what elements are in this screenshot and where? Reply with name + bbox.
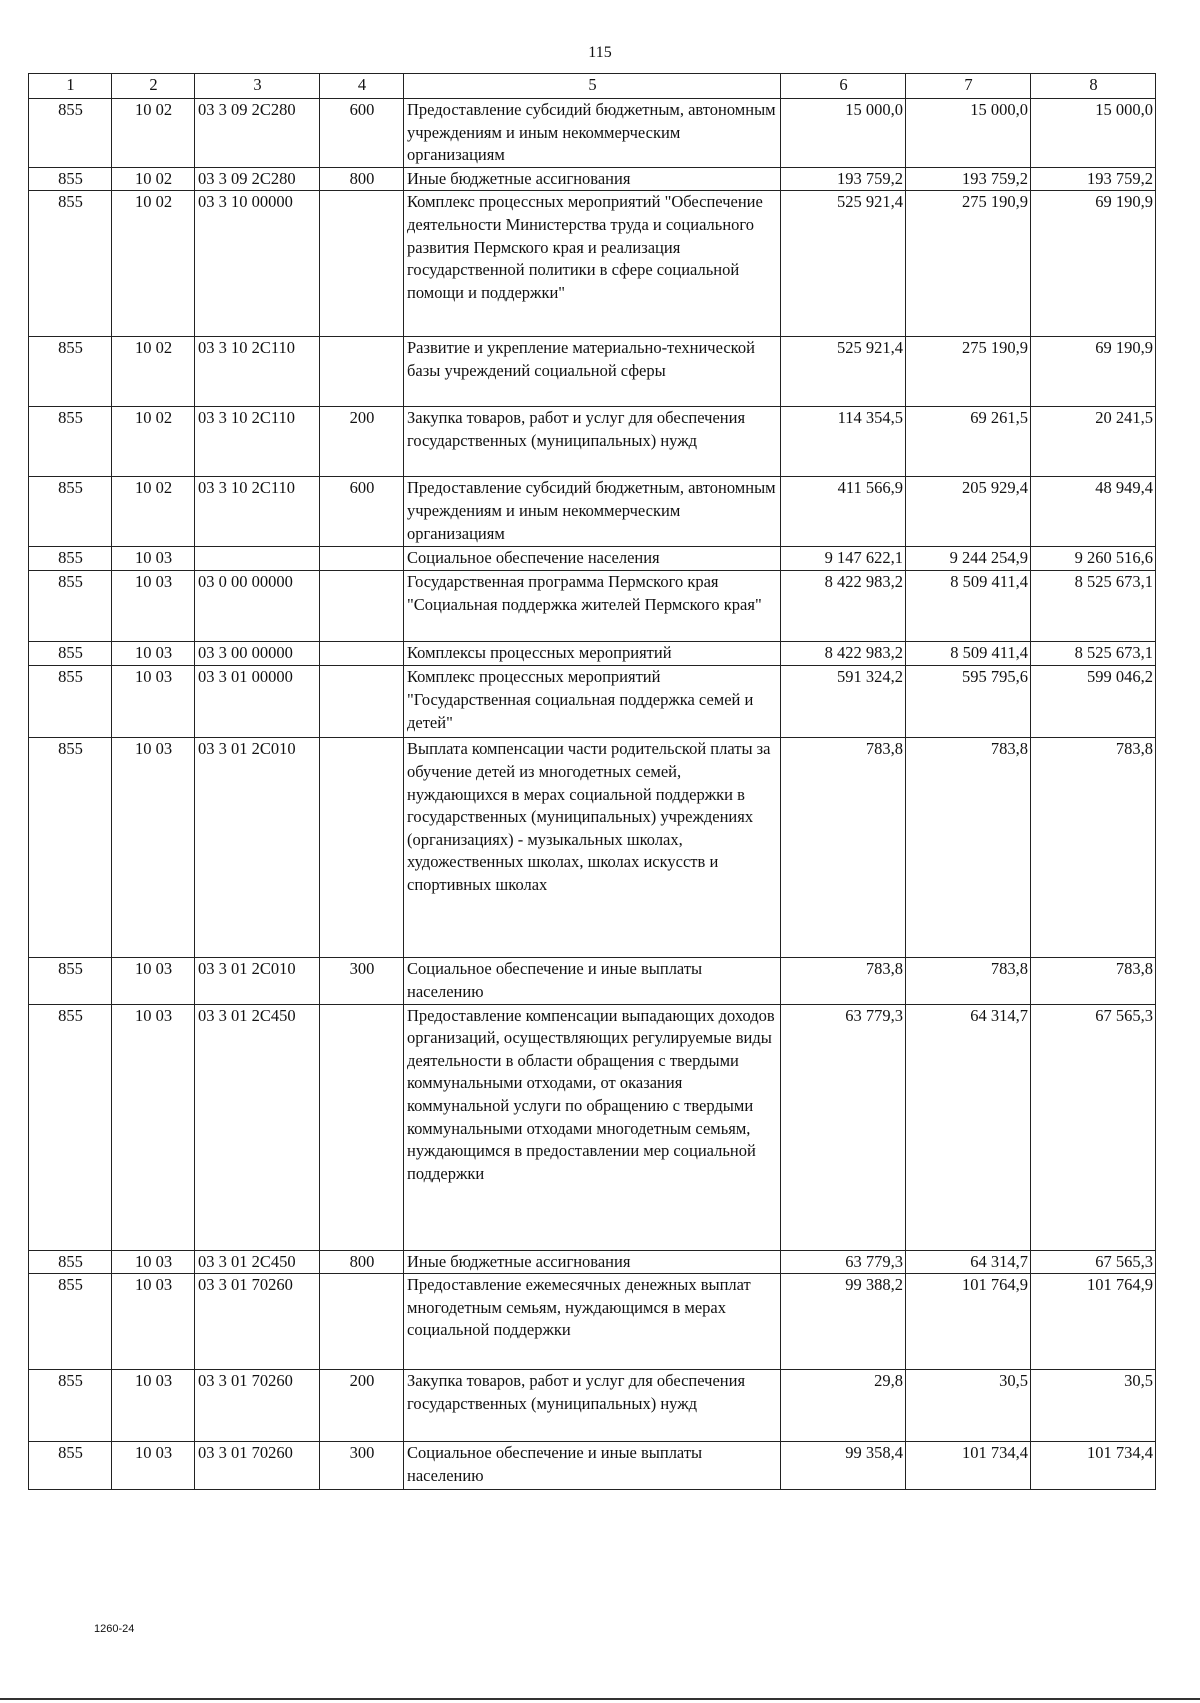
amount-cell: 591 324,2 — [781, 666, 906, 738]
ministry-code-cell: 855 — [29, 477, 112, 547]
amount-cell: 15 000,0 — [1031, 99, 1156, 168]
section-code-cell: 10 02 — [112, 337, 195, 407]
table-row — [29, 571, 1156, 642]
ministry-code-cell: 855 — [29, 642, 112, 666]
target-article-cell: 03 3 01 00000 — [195, 666, 320, 738]
amount-cell: 193 759,2 — [781, 167, 906, 191]
table-row — [29, 337, 1156, 407]
description-cell: Предоставление компенсации выпадающих доходов организаций, осуществляющих регулируемые виды деятельности в области обращения с твердыми коммунальными отходами, от оказания коммунальной услуги по обращению с твердыми коммунальными отходами многодетным семьям, нуждающимся в предоставлении мер социальной поддержки — [404, 1004, 781, 1250]
column-header: 7 — [906, 74, 1031, 99]
section-code-cell: 10 03 — [112, 571, 195, 642]
target-article-cell: 03 3 01 2С450 — [195, 1004, 320, 1250]
table-row — [29, 738, 1156, 958]
target-article-cell: 03 3 10 2С110 — [195, 407, 320, 477]
table-row — [29, 666, 1156, 738]
description-cell: Выплата компенсации части родительской платы за обучение детей из многодетных семей, нуждающихся в мерах социальной поддержки в государственных (муниципальных) учреждениях (организациях) - музыкальных школах, художественных школах, школах искусств и спортивных школах — [404, 738, 781, 958]
target-article-cell: 03 3 01 70260 — [195, 1442, 320, 1490]
amount-cell: 525 921,4 — [781, 191, 906, 337]
amount-cell: 205 929,4 — [906, 477, 1031, 547]
column-header: 6 — [781, 74, 906, 99]
section-code-cell: 10 02 — [112, 191, 195, 337]
ministry-code-cell: 855 — [29, 1004, 112, 1250]
target-article-cell: 03 0 00 00000 — [195, 571, 320, 642]
target-article-cell: 03 3 01 2С010 — [195, 958, 320, 1004]
ministry-code-cell: 855 — [29, 1442, 112, 1490]
amount-cell: 193 759,2 — [1031, 167, 1156, 191]
expense-type-cell: 200 — [320, 407, 404, 477]
amount-cell: 783,8 — [906, 738, 1031, 958]
page-number: 115 — [588, 44, 612, 61]
description-cell: Государственная программа Пермского края "Социальная поддержка жителей Пермского края" — [404, 571, 781, 642]
amount-cell: 783,8 — [781, 958, 906, 1004]
ministry-code-cell: 855 — [29, 1274, 112, 1370]
ministry-code-cell: 855 — [29, 958, 112, 1004]
column-header: 1 — [29, 74, 112, 99]
ministry-code-cell: 855 — [29, 1250, 112, 1274]
section-code-cell: 10 02 — [112, 167, 195, 191]
description-cell: Закупка товаров, работ и услуг для обеспечения государственных (муниципальных) нужд — [404, 407, 781, 477]
amount-cell: 783,8 — [906, 958, 1031, 1004]
amount-cell: 114 354,5 — [781, 407, 906, 477]
amount-cell: 275 190,9 — [906, 337, 1031, 407]
target-article-cell — [195, 547, 320, 571]
description-cell: Комплексы процессных мероприятий — [404, 642, 781, 666]
target-article-cell: 03 3 00 00000 — [195, 642, 320, 666]
amount-cell: 63 779,3 — [781, 1250, 906, 1274]
section-code-cell: 10 03 — [112, 1442, 195, 1490]
amount-cell: 525 921,4 — [781, 337, 906, 407]
expense-type-cell — [320, 547, 404, 571]
description-cell: Комплекс процессных мероприятий "Обеспечение деятельности Министерства труда и социального развития Пермского края и реализация государственной политики в сфере социальной помощи и поддержки" — [404, 191, 781, 337]
amount-cell: 69 190,9 — [1031, 337, 1156, 407]
amount-cell: 193 759,2 — [906, 167, 1031, 191]
amount-cell: 101 764,9 — [906, 1274, 1031, 1370]
amount-cell: 64 314,7 — [906, 1004, 1031, 1250]
amount-cell: 9 244 254,9 — [906, 547, 1031, 571]
ministry-code-cell: 855 — [29, 99, 112, 168]
amount-cell: 67 565,3 — [1031, 1004, 1156, 1250]
description-cell: Социальное обеспечение и иные выплаты населению — [404, 1442, 781, 1490]
ministry-code-cell: 855 — [29, 738, 112, 958]
amount-cell: 101 764,9 — [1031, 1274, 1156, 1370]
description-cell: Предоставление ежемесячных денежных выплат многодетным семьям, нуждающимся в мерах социальной поддержки — [404, 1274, 781, 1370]
amount-cell: 63 779,3 — [781, 1004, 906, 1250]
section-code-cell: 10 03 — [112, 1004, 195, 1250]
expense-type-cell — [320, 337, 404, 407]
table-row — [29, 191, 1156, 337]
amount-cell: 20 241,5 — [1031, 407, 1156, 477]
amount-cell: 99 388,2 — [781, 1274, 906, 1370]
table-row — [29, 477, 1156, 547]
expense-type-cell — [320, 571, 404, 642]
description-cell: Предоставление субсидий бюджетным, автономным учреждениям и иным некоммерческим организациям — [404, 99, 781, 168]
target-article-cell: 03 3 10 2С110 — [195, 477, 320, 547]
section-code-cell: 10 03 — [112, 666, 195, 738]
ministry-code-cell: 855 — [29, 191, 112, 337]
amount-cell: 101 734,4 — [906, 1442, 1031, 1490]
expense-type-cell — [320, 666, 404, 738]
description-cell: Предоставление субсидий бюджетным, автономным учреждениям и иным некоммерческим организациям — [404, 477, 781, 547]
amount-cell: 275 190,9 — [906, 191, 1031, 337]
section-code-cell: 10 03 — [112, 738, 195, 958]
table-row — [29, 167, 1156, 191]
amount-cell: 99 358,4 — [781, 1442, 906, 1490]
target-article-cell: 03 3 09 2С280 — [195, 99, 320, 168]
expense-type-cell — [320, 1004, 404, 1250]
target-article-cell: 03 3 10 2С110 — [195, 337, 320, 407]
expense-type-cell: 600 — [320, 99, 404, 168]
description-cell: Закупка товаров, работ и услуг для обеспечения государственных (муниципальных) нужд — [404, 1370, 781, 1442]
amount-cell: 8 509 411,4 — [906, 642, 1031, 666]
document-code: 1260-24 — [94, 1623, 135, 1635]
amount-cell: 8 509 411,4 — [906, 571, 1031, 642]
expense-type-cell: 300 — [320, 1442, 404, 1490]
column-header: 5 — [404, 74, 781, 99]
expense-type-cell — [320, 1274, 404, 1370]
target-article-cell: 03 3 10 00000 — [195, 191, 320, 337]
section-code-cell: 10 03 — [112, 1274, 195, 1370]
target-article-cell: 03 3 01 70260 — [195, 1370, 320, 1442]
amount-cell: 30,5 — [906, 1370, 1031, 1442]
ministry-code-cell: 855 — [29, 167, 112, 191]
amount-cell: 101 734,4 — [1031, 1442, 1156, 1490]
amount-cell: 783,8 — [781, 738, 906, 958]
target-article-cell: 03 3 01 2С010 — [195, 738, 320, 958]
description-cell: Иные бюджетные ассигнования — [404, 167, 781, 191]
amount-cell: 8 525 673,1 — [1031, 642, 1156, 666]
expense-type-cell: 600 — [320, 477, 404, 547]
target-article-cell: 03 3 01 2С450 — [195, 1250, 320, 1274]
table-row — [29, 958, 1156, 1004]
table-header-row — [29, 74, 1156, 99]
amount-cell: 29,8 — [781, 1370, 906, 1442]
table-row — [29, 1442, 1156, 1490]
amount-cell: 64 314,7 — [906, 1250, 1031, 1274]
amount-cell: 30,5 — [1031, 1370, 1156, 1442]
section-code-cell: 10 02 — [112, 407, 195, 477]
amount-cell: 67 565,3 — [1031, 1250, 1156, 1274]
section-code-cell: 10 03 — [112, 1370, 195, 1442]
scan-edge-line — [0, 1698, 1200, 1700]
table-row — [29, 99, 1156, 168]
column-header: 8 — [1031, 74, 1156, 99]
expense-type-cell — [320, 642, 404, 666]
table-row — [29, 1274, 1156, 1370]
table-row — [29, 407, 1156, 477]
ministry-code-cell: 855 — [29, 666, 112, 738]
ministry-code-cell: 855 — [29, 337, 112, 407]
expense-type-cell: 800 — [320, 167, 404, 191]
table-row — [29, 1370, 1156, 1442]
budget-table — [28, 73, 1156, 1490]
description-cell: Иные бюджетные ассигнования — [404, 1250, 781, 1274]
description-cell: Социальное обеспечение населения — [404, 547, 781, 571]
table-row — [29, 642, 1156, 666]
amount-cell: 48 949,4 — [1031, 477, 1156, 547]
amount-cell: 8 525 673,1 — [1031, 571, 1156, 642]
amount-cell: 8 422 983,2 — [781, 571, 906, 642]
expense-type-cell — [320, 738, 404, 958]
ministry-code-cell: 855 — [29, 571, 112, 642]
section-code-cell: 10 02 — [112, 477, 195, 547]
column-header: 2 — [112, 74, 195, 99]
description-cell: Развитие и укрепление материально-технической базы учреждений социальной сферы — [404, 337, 781, 407]
amount-cell: 595 795,6 — [906, 666, 1031, 738]
amount-cell: 8 422 983,2 — [781, 642, 906, 666]
section-code-cell: 10 03 — [112, 1250, 195, 1274]
column-header: 4 — [320, 74, 404, 99]
amount-cell: 69 190,9 — [1031, 191, 1156, 337]
amount-cell: 15 000,0 — [781, 99, 906, 168]
amount-cell: 9 147 622,1 — [781, 547, 906, 571]
ministry-code-cell: 855 — [29, 547, 112, 571]
section-code-cell: 10 02 — [112, 99, 195, 168]
expense-type-cell — [320, 191, 404, 337]
section-code-cell: 10 03 — [112, 958, 195, 1004]
target-article-cell: 03 3 09 2С280 — [195, 167, 320, 191]
section-code-cell: 10 03 — [112, 547, 195, 571]
amount-cell: 783,8 — [1031, 738, 1156, 958]
amount-cell: 9 260 516,6 — [1031, 547, 1156, 571]
column-header: 3 — [195, 74, 320, 99]
amount-cell: 783,8 — [1031, 958, 1156, 1004]
table-row — [29, 1250, 1156, 1274]
target-article-cell: 03 3 01 70260 — [195, 1274, 320, 1370]
ministry-code-cell: 855 — [29, 1370, 112, 1442]
description-cell: Социальное обеспечение и иные выплаты населению — [404, 958, 781, 1004]
expense-type-cell: 300 — [320, 958, 404, 1004]
amount-cell: 599 046,2 — [1031, 666, 1156, 738]
table-row — [29, 1004, 1156, 1250]
amount-cell: 411 566,9 — [781, 477, 906, 547]
expense-type-cell: 200 — [320, 1370, 404, 1442]
ministry-code-cell: 855 — [29, 407, 112, 477]
description-cell: Комплекс процессных мероприятий "Государственная социальная поддержка семей и детей" — [404, 666, 781, 738]
section-code-cell: 10 03 — [112, 642, 195, 666]
table-row — [29, 547, 1156, 571]
amount-cell: 15 000,0 — [906, 99, 1031, 168]
amount-cell: 69 261,5 — [906, 407, 1031, 477]
expense-type-cell: 800 — [320, 1250, 404, 1274]
